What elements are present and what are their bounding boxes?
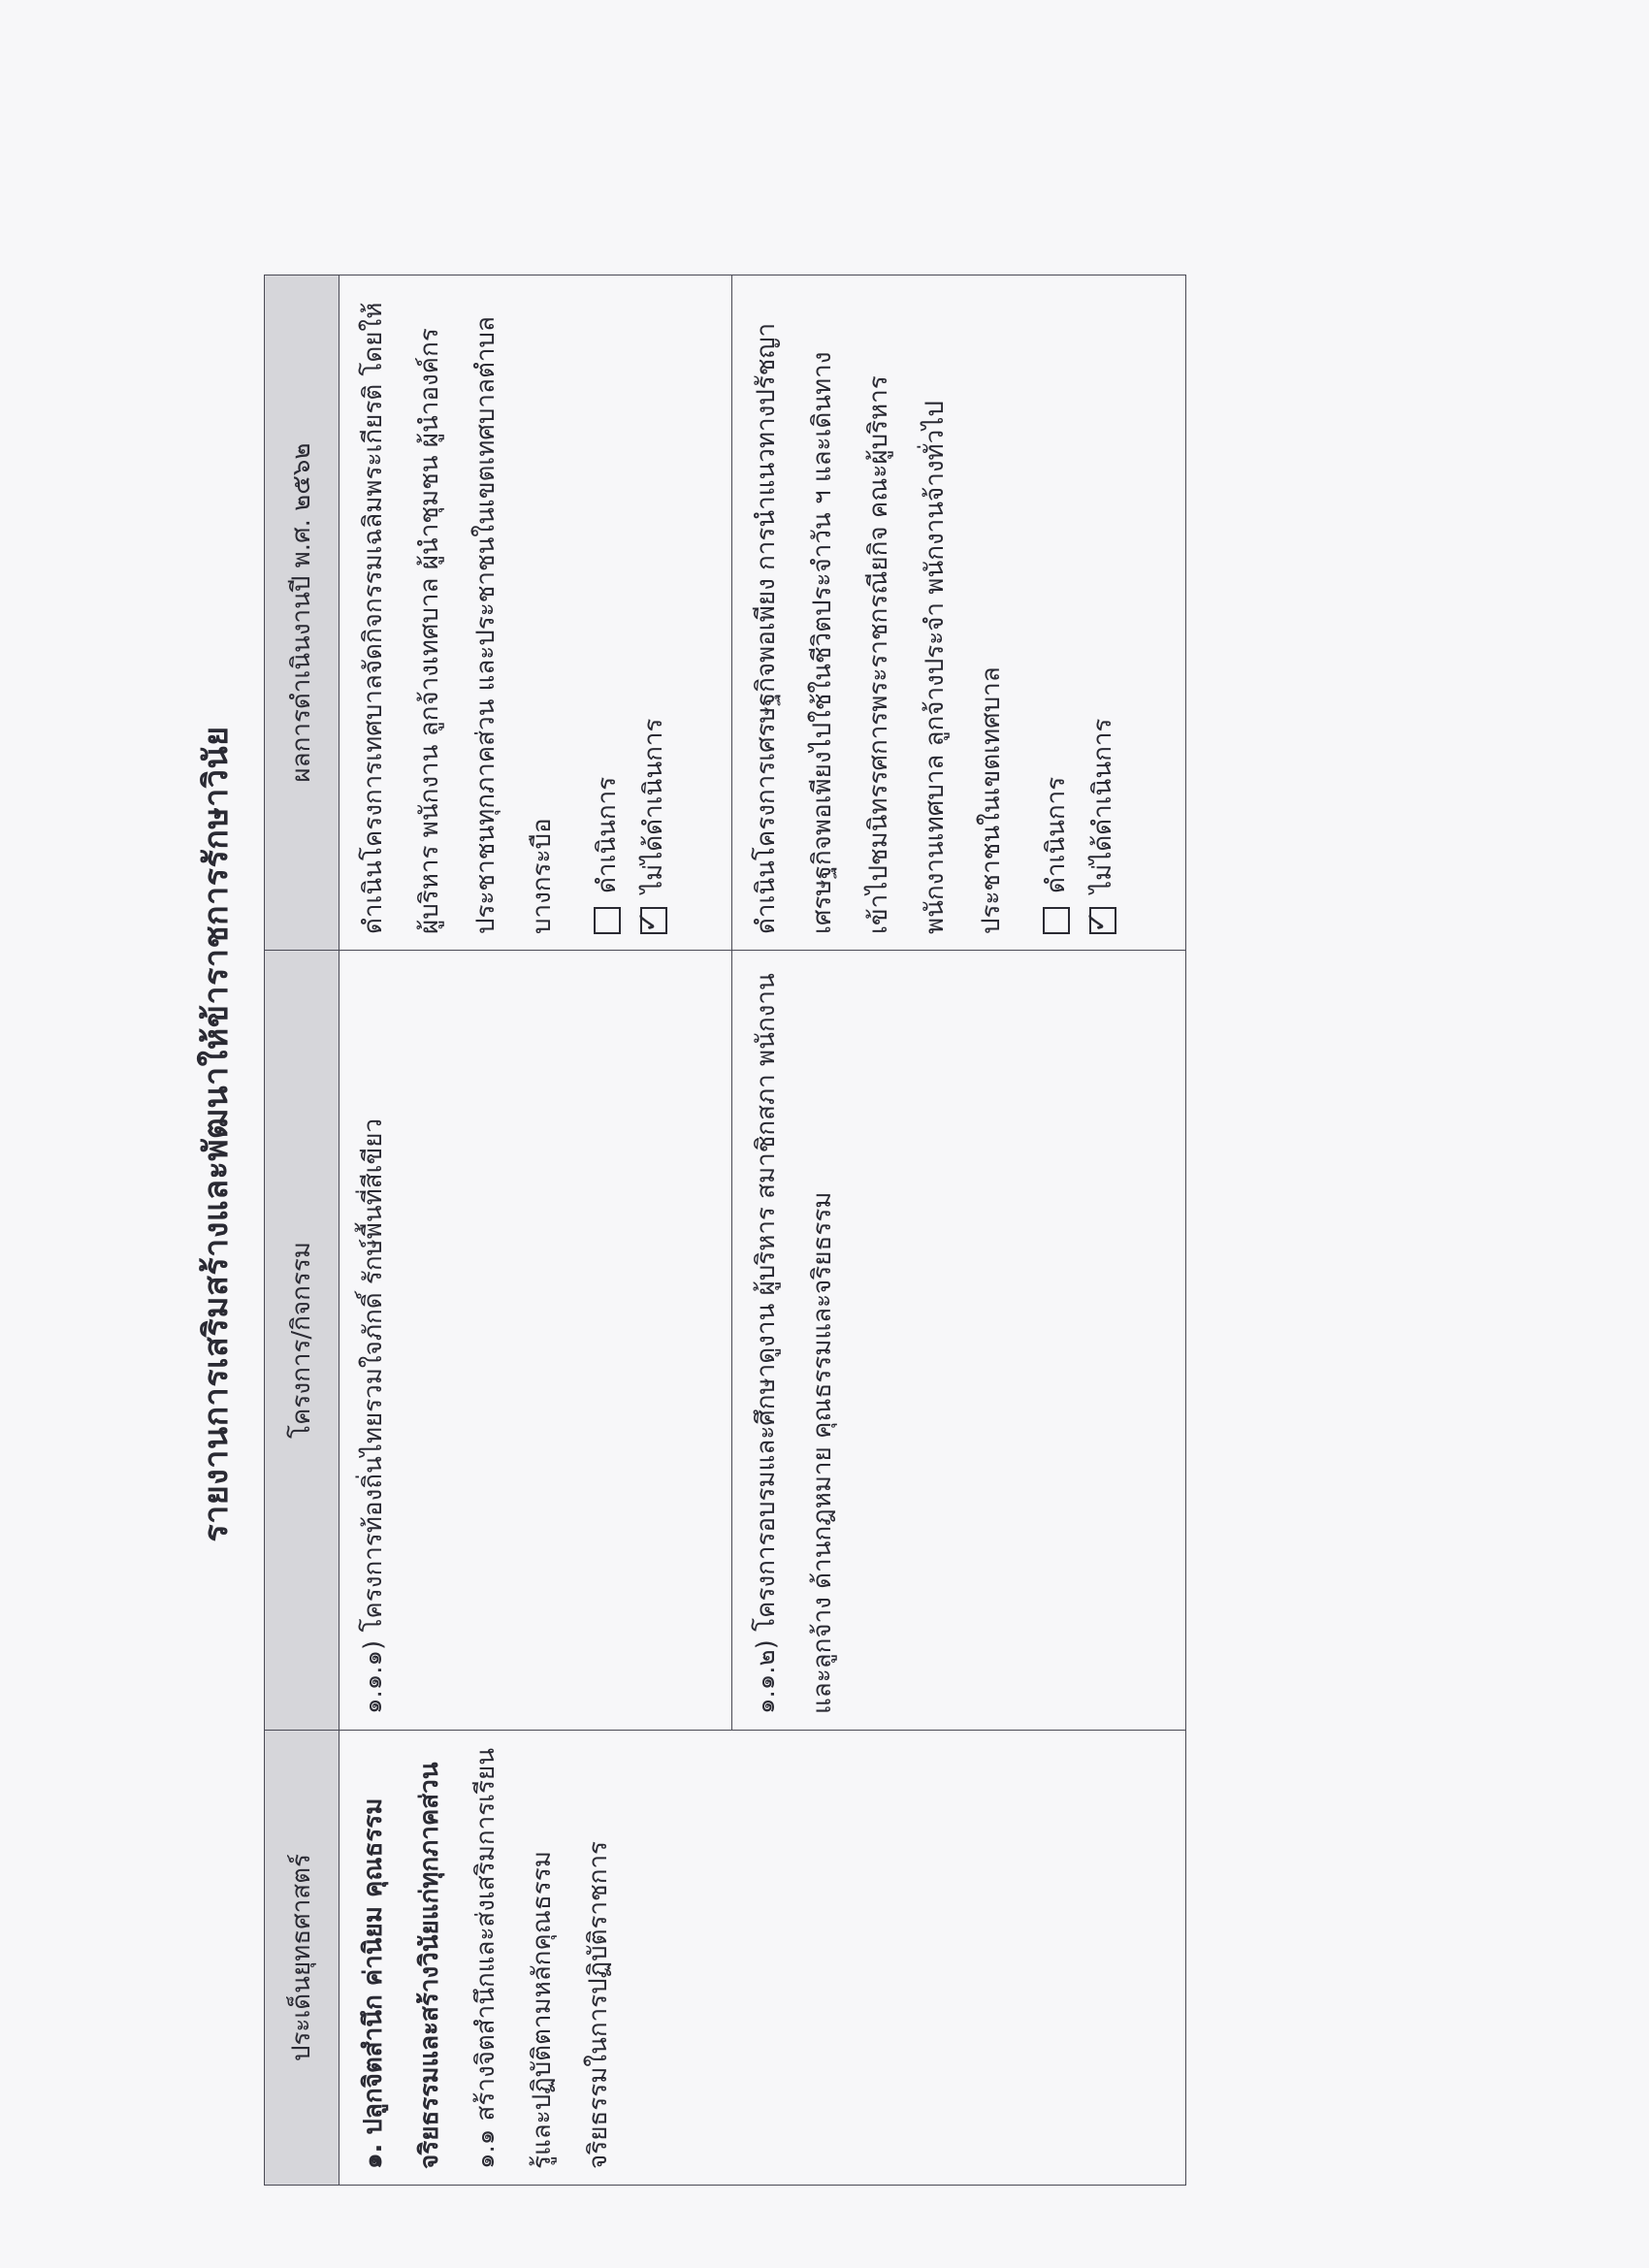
option-not-done-label: ไม่ได้ดำเนินการ bbox=[1088, 718, 1117, 893]
table-row bbox=[340, 275, 732, 2186]
strategy-subtitle: ๑.๑ สร้างจิตสำนึกและส่งเสริมการเรียนรู้และปฏิบัติตามหลักคุณธรรม จริยธรรมในการปฏิบัติราชการ bbox=[471, 1747, 613, 2169]
option-not-done[interactable] bbox=[630, 291, 677, 934]
project-text: ๑.๑.๑) โครงการท้องถิ่นไทยรวมใจภักดิ์ รักษ์พื้นที่สีเขียว bbox=[359, 1118, 388, 1714]
checkmark-icon: ✓ bbox=[1081, 910, 1113, 933]
result-text: ดำเนินโครงการเศรษฐกิจพอเพียง การนำแนวทางปรัชญาเศรษฐกิจพอเพียงไปใช้ในชีวิตประจำวัน ฯ และเดินทางเข้าไปชมนิทรรศการพระราชกรณียกิจ คณะผู้บริหาร พนักงานเทศบาล ลูกจ้างประจำ พนักงานจ้างทั่วไป ประชาชนในเขตเทศบาล bbox=[752, 322, 1006, 934]
checkbox-done[interactable] bbox=[1043, 907, 1070, 934]
status-options bbox=[1033, 291, 1126, 934]
project-text: ๑.๑.๒) โครงการอบรมและศึกษาดูงาน ผู้บริหาร สมาชิกสภา พนักงาน และลูกจ้าง ด้านกฎหมาย คุณธรรมและจริยธรรม bbox=[752, 973, 837, 1714]
table-header-row bbox=[265, 275, 340, 2186]
option-done-label: ดำเนินการ bbox=[1042, 776, 1071, 893]
strategy-title: ๑. ปลูกจิตสำนึก ค่านิยม คุณธรรม จริยธรรมและสร้างวินัยแก่ทุกภาคส่วน bbox=[359, 1762, 444, 2169]
checkmark-icon: ✓ bbox=[631, 910, 663, 933]
status-options bbox=[584, 291, 677, 934]
option-done-label: ดำเนินการ bbox=[593, 776, 622, 893]
header-result: ผลการดำเนินงานปี พ.ศ. ๒๕๖๒ bbox=[265, 275, 340, 951]
report-table bbox=[264, 275, 1186, 2186]
project-cell bbox=[340, 951, 732, 1731]
checkbox-not-done[interactable] bbox=[1081, 907, 1116, 934]
option-done[interactable] bbox=[1033, 291, 1080, 934]
project-cell bbox=[732, 951, 1186, 1731]
option-not-done[interactable] bbox=[1080, 291, 1126, 934]
result-text: ดำเนินโครงการเทศบาลจัดกิจกรรมเฉลิมพระเกียรติ โดยให้ผู้บริหาร พนักงาน ลูกจ้างเทศบาล ผู้นำชุมชน ผู้นำองค์กรประชาชนทุกภาคส่วน และประชาชนในเขตเทศบาลตำบลบางกระบือ bbox=[359, 302, 557, 934]
document-title: รายงานการเสริมสร้างและพัฒนาให้ข้าราชการรักษาวินัย bbox=[197, 726, 236, 1542]
option-done[interactable] bbox=[584, 291, 630, 934]
header-strategy: ประเด็นยุทธศาสตร์ bbox=[265, 1731, 340, 2186]
strategy-cell bbox=[340, 1731, 1186, 2186]
header-project: โครงการ/กิจกรรม bbox=[265, 951, 340, 1731]
checkbox-not-done[interactable] bbox=[631, 907, 667, 934]
checkbox-done[interactable] bbox=[594, 907, 621, 934]
result-cell bbox=[732, 275, 1186, 951]
option-not-done-label: ไม่ได้ดำเนินการ bbox=[639, 718, 668, 893]
result-cell bbox=[340, 275, 732, 951]
